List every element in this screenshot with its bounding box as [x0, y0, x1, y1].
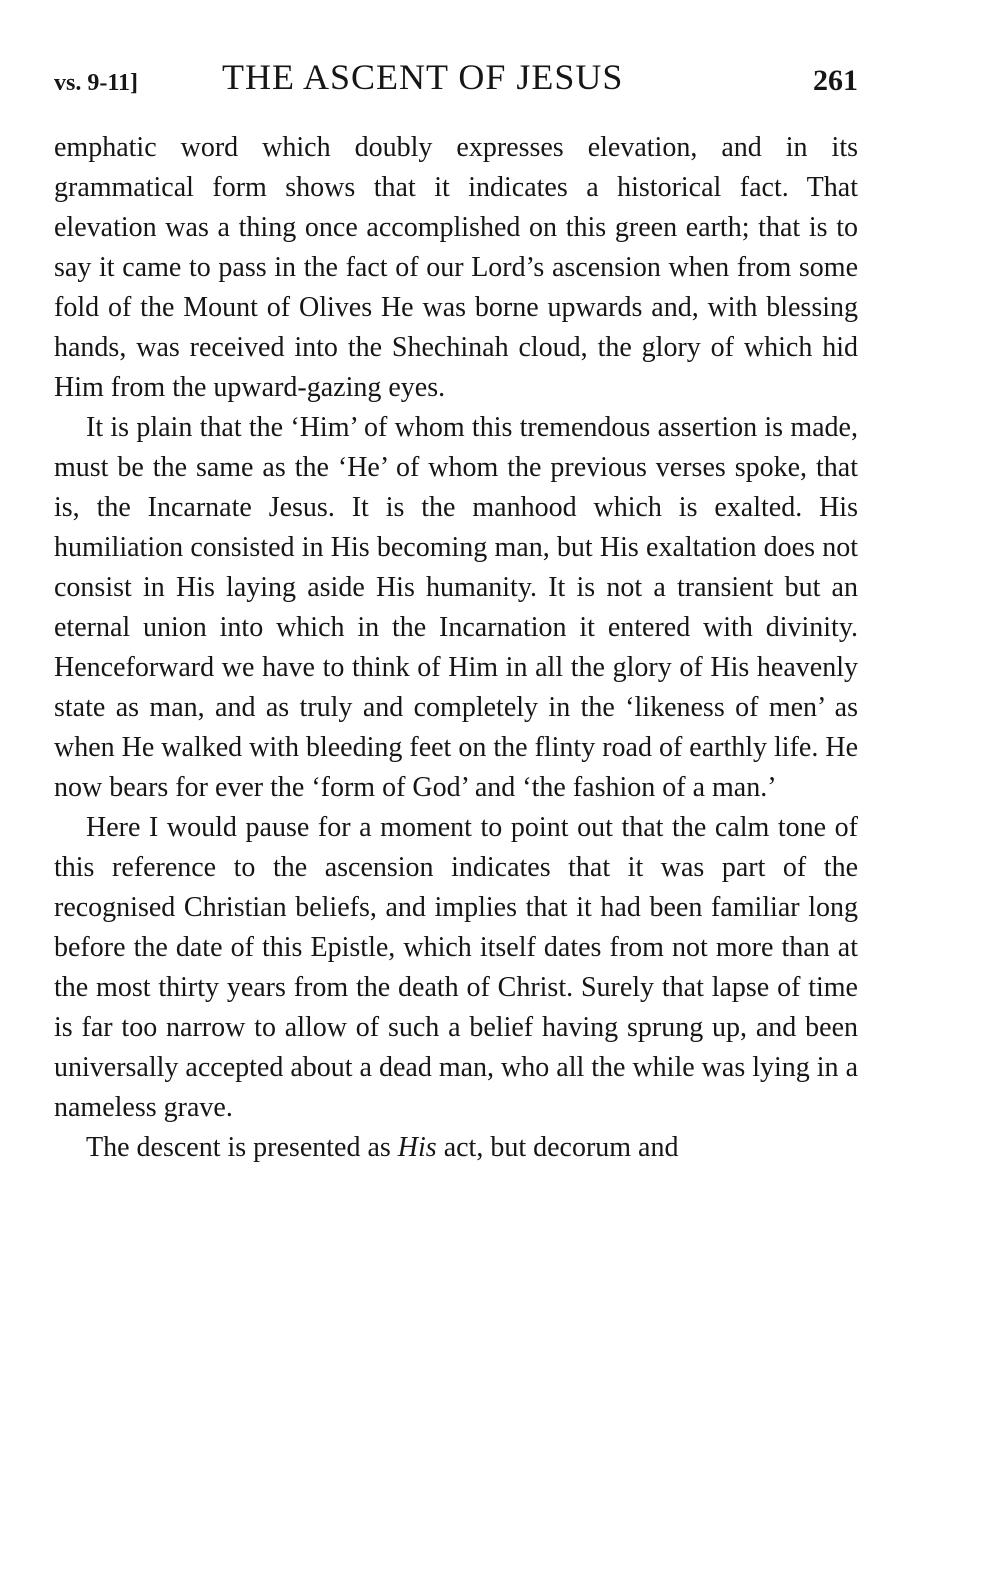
book-page [54, 56, 858, 1168]
verse-reference: vs. 9-11] [54, 70, 138, 96]
paragraph-continued: emphatic word which doubly expresses elevation, and in its grammatical form shows that it indicates a historical fact. That elevation was a thing once accomplished on this green earth; that is to say it came to pass in the fact of our Lord’s ascension when from some fold of the Mount of Olives He was borne upwards and, with blessing hands, was received into the Shechinah cloud, the glory of which hid Him from the upward-gazing eyes. [54, 132, 858, 403]
paragraph: Here I would pause for a moment to point out that the calm tone of this reference to the ascension indicates that it was part of the recognised Christian beliefs, and implies that it had been familiar long before the date of this Epistle, which itself dates from not more than at the most thirty years from the death of Christ. Surely that lapse of time is far too narrow to allow of such a belief having sprung up, and been universally accepted about a dead man, who all the while was lying in a nameless grave. [54, 812, 858, 1123]
page-number: 261 [813, 64, 858, 97]
paragraph-text: act, but decorum and [436, 1132, 679, 1163]
body-text [54, 128, 858, 1168]
paragraph: It is plain that the ‘Him’ of whom this tremendous assertion is made, must be the same as the ‘He’ of whom the previous verses spoke, that is, the Incarnate Jesus. It is the manhood which is exalted. His humiliation consisted in His becoming man, but His exaltation does not consist in His laying aside His humanity. It is not a transient but an eternal union into which in the Incarnation it entered with divinity. Henceforward we have to think of Him in all the glory of His heavenly state as man, and as truly and completely in the ‘likeness of men’ as when He walked with bleeding feet on the flinty road of earthly life. He now bears for ever the ‘form of God’ and ‘the fashion of a man.’ [54, 412, 858, 803]
emphasized-word: His [397, 1132, 437, 1163]
paragraph-last [54, 1128, 858, 1168]
paragraph-text: The descent is presented as [86, 1132, 398, 1163]
chapter-title: THE ASCENT OF JESUS [222, 57, 624, 97]
running-head [54, 56, 858, 112]
